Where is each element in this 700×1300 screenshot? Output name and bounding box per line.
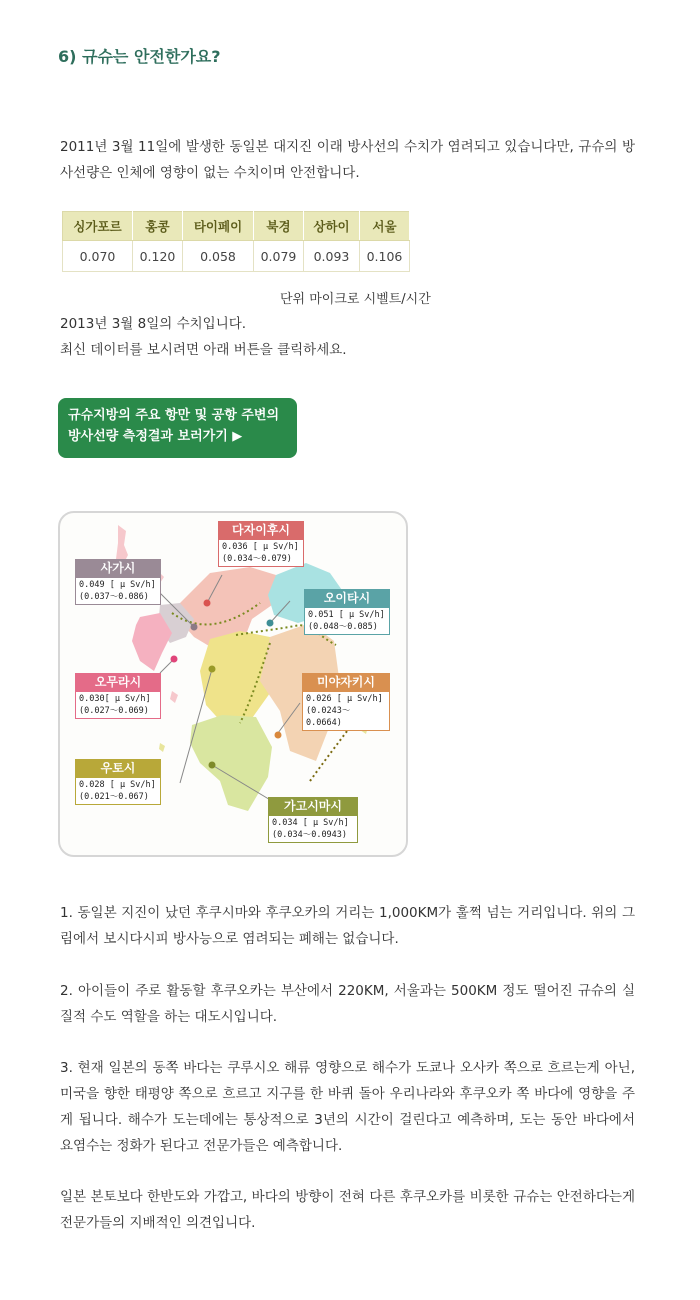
- table-cell: 0.058: [183, 241, 254, 272]
- button-label-line2: 방사선량 측정결과 보러가기 ▶: [68, 429, 243, 444]
- table-cell: 0.093: [304, 241, 360, 272]
- table-header: 상하이: [304, 212, 360, 241]
- table-header: 북경: [254, 212, 304, 241]
- city-label-omura: [75, 673, 161, 719]
- paragraph-4: 일본 본토보다 한반도와 가깝고, 바다의 방향이 전혀 다른 후쿠오카를 비롯한 규슈는 안전하다는게 전문가들의 지배적인 의견입니다.: [60, 1189, 635, 1231]
- city-name: 우토시: [75, 759, 161, 777]
- paragraph-1: 1. 동일본 지진이 났던 후쿠시마와 후쿠오카의 거리는 1,000KM가 훌쩍 넘는 거리입니다. 위의 그림에서 보시다시피 방사능으로 염려되는 폐해는 없습니다.: [60, 905, 635, 947]
- table-header-row: [63, 212, 410, 241]
- radiation-table: [62, 211, 410, 272]
- city-label-uto: [75, 759, 161, 805]
- city-value: 0.051 [ μ Sv/h] (0.048～0.085): [304, 607, 390, 635]
- city-value: 0.034 [ μ Sv/h] (0.034～0.0943): [268, 815, 358, 843]
- city-value: 0.026 [ μ Sv/h] (0.0243～0.0664): [302, 691, 390, 731]
- city-value: 0.030[ μ Sv/h] (0.027～0.069): [75, 691, 161, 719]
- paragraph-3: 3. 현재 일본의 동쪽 바다는 쿠루시오 해류 영향으로 해수가 도쿄나 오사카 쪽으로 흐르는게 아닌, 미국을 향한 태평양 쪽으로 흐르고 지구를 한 바퀴 돌아 우리나라와 후쿠오카 쪽 바다에 영향을 주게 됩니다. 해수가 도는데에는 통상적으로 3년의 시간이 걸린다고 예측하며, 도는 동안 바다에서 요염수는 정화가 된다고 전문가들은 예측합니다.: [60, 1060, 635, 1154]
- city-name: 사가시: [75, 559, 161, 577]
- table-cell: 0.070: [63, 241, 133, 272]
- city-label-oita: [304, 589, 390, 635]
- table-header: 홍콩: [133, 212, 183, 241]
- table-cell: 0.079: [254, 241, 304, 272]
- city-value: 0.036 [ μ Sv/h] (0.034～0.079): [218, 539, 304, 567]
- city-value: 0.028 [ μ Sv/h] (0.021～0.067): [75, 777, 161, 805]
- city-name: 가고시마시: [268, 797, 358, 815]
- table-cell: 0.120: [133, 241, 183, 272]
- view-results-button[interactable]: [58, 398, 297, 458]
- kyushu-radiation-map: [58, 511, 408, 857]
- city-name: 다자이후시: [218, 521, 304, 539]
- date-note: 2013년 3월 8일의 수치입니다.: [60, 316, 247, 332]
- table-cell: 0.106: [360, 241, 410, 272]
- latest-data-note: 최신 데이터를 보시려면 아래 버튼을 클릭하세요.: [60, 342, 347, 358]
- city-label-kagoshima: [268, 797, 358, 843]
- table-header: 싱가포르: [63, 212, 133, 241]
- table-header: 타이페이: [183, 212, 254, 241]
- table-header: 서울: [360, 212, 410, 241]
- city-label-dazaifu: [218, 521, 304, 567]
- city-name: 오이타시: [304, 589, 390, 607]
- table-row: [63, 241, 410, 272]
- city-name: 오무라시: [75, 673, 161, 691]
- city-label-miyazaki: [302, 673, 390, 731]
- button-label-line1: 규슈지방의 주요 항만 및 공항 주변의: [68, 408, 279, 423]
- city-label-saga: [75, 559, 161, 605]
- unit-label: 단위 마이크로 시벨트/시간: [280, 292, 431, 307]
- section-heading: 6) 규슈는 안전한가요?: [58, 47, 221, 66]
- city-value: 0.049 [ μ Sv/h] (0.037～0.086): [75, 577, 161, 605]
- paragraph-2: 2. 아이들이 주로 활동할 후쿠오카는 부산에서 220KM, 서울과는 500KM 정도 떨어진 규슈의 실질적 수도 역할을 하는 대도시입니다.: [60, 983, 635, 1025]
- city-name: 미야자키시: [302, 673, 390, 691]
- intro-paragraph: 2011년 3월 11일에 발생한 동일본 대지진 이래 방사선의 수치가 염려되고 있습니다만, 규슈의 방사선량은 인체에 영향이 없는 수치이며 안전합니다.: [60, 139, 635, 181]
